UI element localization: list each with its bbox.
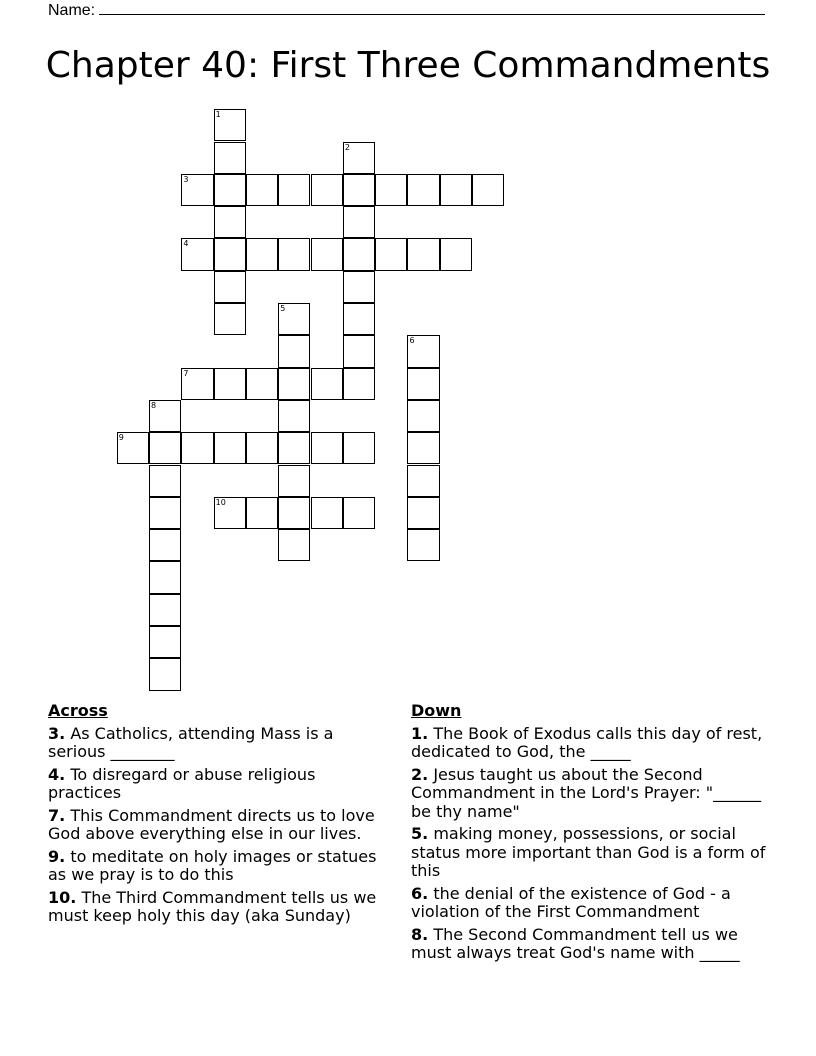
- crossword-cell[interactable]: [472, 174, 504, 206]
- cell-number: 5: [280, 304, 286, 314]
- cell-number: 4: [183, 239, 189, 249]
- down-clues: [411, 702, 766, 967]
- clue-text: the denial of the existence of God - a violation of the First Commandment: [411, 883, 731, 921]
- clue-text: The Second Commandment tell us we must always treat God's name with _____: [411, 924, 740, 962]
- crossword-cell[interactable]: [278, 368, 310, 400]
- crossword-cell[interactable]: [343, 303, 375, 335]
- crossword-cell[interactable]: [181, 174, 213, 206]
- crossword-cell[interactable]: [278, 335, 310, 367]
- crossword-cell[interactable]: [214, 432, 246, 464]
- crossword-cell[interactable]: [343, 335, 375, 367]
- clue-text: The Third Commandment tells us we must keep holy this day (aka Sunday): [48, 887, 377, 925]
- crossword-cell[interactable]: [407, 529, 439, 561]
- cell-number: 1: [215, 110, 221, 120]
- clue-number: 6.: [411, 883, 429, 903]
- clue-text: making money, possessions, or social status more important than God is a form of this: [411, 824, 766, 880]
- crossword-cell[interactable]: [246, 368, 278, 400]
- crossword-cell[interactable]: [278, 303, 310, 335]
- crossword-cell[interactable]: [278, 497, 310, 529]
- crossword-cell[interactable]: [149, 400, 181, 432]
- crossword-cell[interactable]: [311, 238, 343, 270]
- crossword-cell[interactable]: [407, 174, 439, 206]
- clue-text: Jesus taught us about the Second Commandment in the Lord's Prayer: "______ be thy name": [411, 764, 762, 821]
- across-heading: Across: [48, 701, 108, 720]
- clue-number: 1.: [411, 723, 429, 743]
- crossword-cell[interactable]: [181, 432, 213, 464]
- crossword-cell[interactable]: [214, 271, 246, 303]
- cell-number: 2: [344, 142, 350, 152]
- crossword-cell[interactable]: [343, 432, 375, 464]
- crossword-cell[interactable]: [214, 497, 246, 529]
- clue-number: 9.: [48, 846, 66, 866]
- name-label: Name:: [48, 2, 96, 19]
- crossword-cell[interactable]: [440, 238, 472, 270]
- crossword-cell[interactable]: [214, 142, 246, 174]
- crossword-cell[interactable]: [214, 368, 246, 400]
- crossword-cell[interactable]: [407, 238, 439, 270]
- down-clue: [411, 725, 766, 762]
- crossword-cell[interactable]: [149, 658, 181, 690]
- across-clue: [48, 807, 393, 844]
- crossword-cell[interactable]: [278, 432, 310, 464]
- crossword-cell[interactable]: [407, 465, 439, 497]
- clue-number: 3.: [48, 723, 66, 743]
- cell-number: 10: [215, 497, 226, 507]
- crossword-cell[interactable]: [149, 626, 181, 658]
- crossword-cell[interactable]: [246, 497, 278, 529]
- crossword-cell[interactable]: [214, 303, 246, 335]
- cell-number: 6: [409, 336, 415, 346]
- crossword-cell[interactable]: [149, 529, 181, 561]
- cell-number: 8: [151, 400, 157, 410]
- crossword-cell[interactable]: [343, 174, 375, 206]
- down-clue: [411, 766, 766, 822]
- crossword-cell[interactable]: [149, 561, 181, 593]
- name-blank-line[interactable]: [99, 0, 765, 15]
- crossword-cell[interactable]: [181, 238, 213, 270]
- crossword-cell[interactable]: [278, 400, 310, 432]
- across-clue: [48, 766, 393, 803]
- crossword-cell[interactable]: [407, 368, 439, 400]
- clue-number: 8.: [411, 924, 429, 944]
- crossword-cell[interactable]: [246, 174, 278, 206]
- clue-text: As Catholics, attending Mass is a serious ________: [48, 723, 334, 761]
- across-clue: [48, 725, 393, 762]
- clue-text: This Commandment directs us to love God above everything else in our lives.: [48, 805, 375, 843]
- crossword-cell[interactable]: [343, 206, 375, 238]
- clue-number: 10.: [48, 887, 77, 907]
- crossword-cell[interactable]: [407, 432, 439, 464]
- crossword-cell[interactable]: [278, 238, 310, 270]
- crossword-cell[interactable]: [181, 368, 213, 400]
- clue-text: The Book of Exodus calls this day of rest, dedicated to God, the _____: [411, 723, 763, 761]
- cell-number: 9: [118, 433, 124, 443]
- cell-number: 7: [183, 368, 189, 378]
- across-clue: [48, 889, 393, 926]
- clue-number: 7.: [48, 805, 66, 825]
- crossword-cell[interactable]: [214, 109, 246, 141]
- crossword-cell[interactable]: [375, 174, 407, 206]
- crossword-cell[interactable]: [343, 497, 375, 529]
- crossword-cell[interactable]: [278, 529, 310, 561]
- crossword-cell[interactable]: [246, 238, 278, 270]
- crossword-cell[interactable]: [117, 432, 149, 464]
- down-heading: Down: [411, 701, 462, 720]
- crossword-cell[interactable]: [149, 594, 181, 626]
- crossword-cell[interactable]: [343, 368, 375, 400]
- down-clue: [411, 926, 766, 963]
- down-clue: [411, 885, 766, 922]
- across-clue: [48, 848, 393, 885]
- name-field[interactable]: [48, 0, 765, 21]
- crossword-cell[interactable]: [311, 368, 343, 400]
- clue-text: to meditate on holy images or statues as we pray is to do this: [48, 846, 377, 884]
- crossword-cell[interactable]: [440, 174, 472, 206]
- crossword-cell[interactable]: [343, 142, 375, 174]
- crossword-cell[interactable]: [407, 335, 439, 367]
- crossword-cell[interactable]: [343, 238, 375, 270]
- crossword-cell[interactable]: [149, 465, 181, 497]
- crossword-cell[interactable]: [407, 400, 439, 432]
- crossword-cell[interactable]: [278, 465, 310, 497]
- crossword-cell[interactable]: [343, 271, 375, 303]
- clue-number: 2.: [411, 764, 429, 784]
- crossword-cell[interactable]: [311, 174, 343, 206]
- crossword-cell[interactable]: [214, 238, 246, 270]
- crossword-cell[interactable]: [246, 432, 278, 464]
- clue-text: To disregard or abuse religious practices: [48, 764, 316, 802]
- crossword-cell[interactable]: [375, 238, 407, 270]
- crossword-cell[interactable]: [149, 497, 181, 529]
- crossword-cell[interactable]: [214, 174, 246, 206]
- cell-number: 3: [183, 174, 189, 184]
- clue-number: 5.: [411, 824, 429, 843]
- clue-number: 4.: [48, 764, 66, 784]
- crossword-cell[interactable]: [311, 432, 343, 464]
- crossword-cell[interactable]: [407, 497, 439, 529]
- page-title: Chapter 40: First Three Commandments: [45, 45, 771, 86]
- crossword-cell[interactable]: [149, 432, 181, 464]
- crossword-cell[interactable]: [311, 497, 343, 529]
- down-clue: [411, 825, 766, 881]
- crossword-cell[interactable]: [214, 206, 246, 238]
- across-clues: [48, 702, 393, 930]
- crossword-cell[interactable]: [278, 174, 310, 206]
